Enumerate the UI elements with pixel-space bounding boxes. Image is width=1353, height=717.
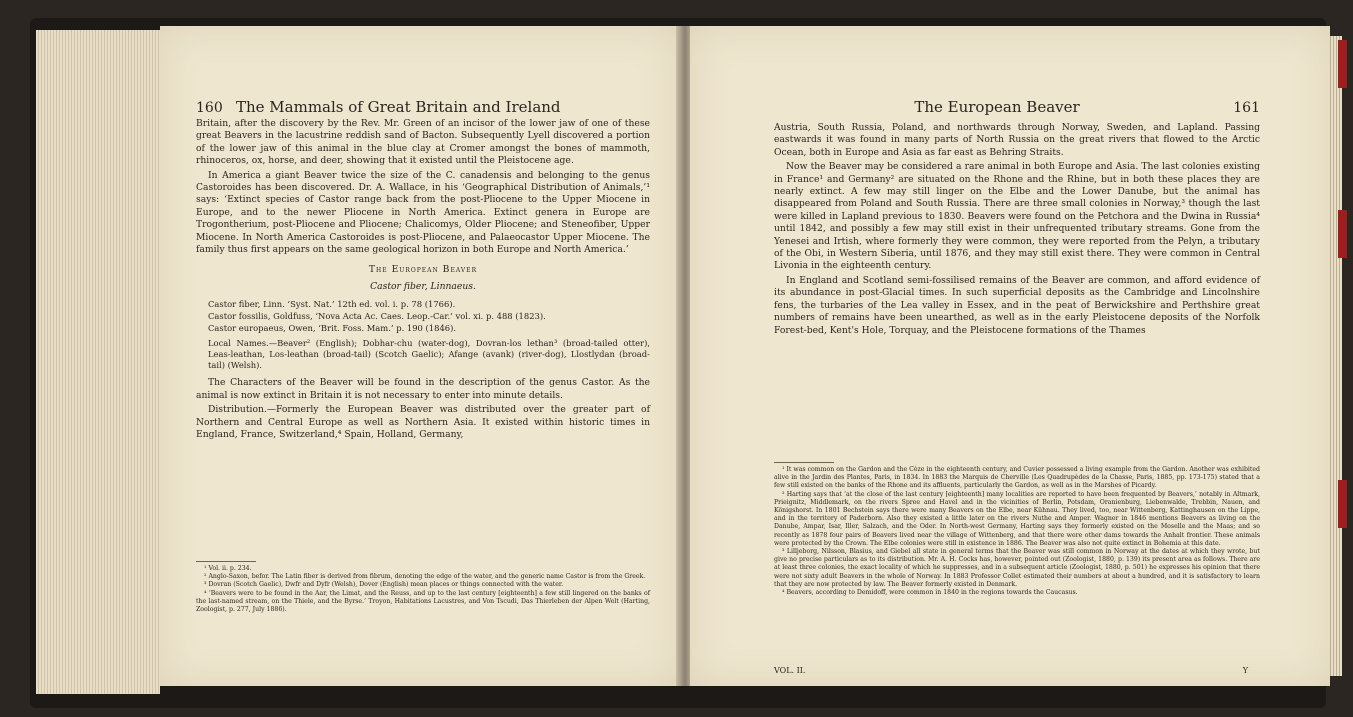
paragraph: Britain, after the discovery by the Rev. Mr. Green of an incisor of the lower jaw of one of these great Beavers in the lacustrine reddish sand of Bacton. Subsequently Lyell discovered a portion of the lower jaw of this animal in the blue clay at Cromer amongst the bones of mammoth, rhinoceros, ox, horse, and deer, showing that it existed until the Pleistocene age. — [196, 118, 650, 167]
footnotes — [196, 561, 650, 614]
footnote-rule — [774, 462, 834, 463]
paragraph: The Characters of the Beaver will be found in the description of the genus Castor. As the animal is now extinct in Britain it is not necessary to enter into minute details. — [196, 377, 650, 401]
footnote: ¹ Vol. ii. p. 234. — [204, 565, 252, 572]
synonym-entry: Castor fiber, Linn. ‘Syst. Nat.’ 12th ed. vol. i. p. 78 (1766). — [208, 299, 456, 310]
bookmark-tab — [1338, 210, 1347, 258]
running-title: The Mammals of Great Britain and Ireland — [236, 98, 561, 116]
right-page — [690, 26, 1330, 686]
page-number: 160 — [196, 100, 223, 116]
paragraph: Now the Beaver may be considered a rare animal in both Europe and Asia. The last colonies existing in France¹ and Germany² are situated on the Rhone and the Rhine, but in both these places they are nearly extinct. A few may still linger on the Elbe and the Lower Danube, but the animal has disappeared from Poland and South Russia. There are three small colonies in Norway,³ though the last were killed in Lapland previous to 1830. Beavers were found on the Petchora and the Dwina in Russia⁴ until 1842, and possibly a few may still exist in their unfrequented tributary streams. Gone from the Yenesei and Irtish, where formerly they were common, they were reported from the Pelyn, a tributary of the Obi, in Western Siberia, until 1876, and they may still exist there. They were common in Central Livonia in the eighteenth century. — [774, 161, 1260, 272]
volume-mark: VOL. II. — [774, 666, 806, 675]
footnote: ¹ It was common on the Gardon and the Cèze in the eighteenth century, and Cuvier possessed a living example from the Gardon. Another was exhibited alive in the Jardin des Plantes, Paris, in 1834. In 1883 the Marquis de Cherville (Les Quadrupèdes de la Chasse, Paris, 1885, pp. 173-175) stated that a few still existed on the banks of the Rhone and its affluents, particularly the Gardon, as well as in the Marshes of Picardy. — [774, 466, 1260, 490]
bookmark-tab — [1338, 480, 1347, 528]
footnote-rule — [196, 561, 256, 562]
page-body — [196, 118, 650, 443]
synonym-entry: Castor fossilis, Goldfuss, ‘Nova Acta Ac. Caes. Leop.-Car.’ vol. xi. p. 488 (1823). — [208, 311, 546, 322]
species-line: Castor fiber, Linnaeus. — [370, 280, 476, 292]
section-heading: The European Beaver — [368, 264, 478, 276]
signature-mark: Y — [1242, 666, 1248, 675]
running-title: The European Beaver — [914, 98, 1080, 116]
footnote: ³ Dovran (Scotch Gaelic), Dwfr and Dyfr (Welsh), Dover (English) mean places or things connected with the water. — [204, 581, 564, 589]
page-number: 161 — [1233, 100, 1260, 116]
footnote: ² Harting says that ‘at the close of the last century [eighteenth] many localities are reported to have been frequented by Beavers,’ notably in Altmark, Prieignitz, Middlemark, on the rivers Spree and Havel and in the vicinities of Berlin, Potsdam, Oranienburg, Liebenwalde, Trebbin, Nauen, and Königshorst. In 1801 Bechstein says there were many Beavers on the Elbe, near Kühnau. They lived, too, near Wittenberg, Kattinghausen on the Lippe, and in the territory of Paderborn. Also they existed a little later on the rivers Nuthe and Amper. Wagner in 1846 mentions Beavers as living on the Danube, Ampar, Isar, Iller, Salzach, and the Oder. In North-west Germany, Harting says they formerly existed on the Moselle and the Maas; and so recently as 1878 four pairs of Beavers lived near the village of Wittenberg, and that there were other dams towards the Anhalt frontier. These animals were protected by the Crown. The Elbe colonies were still in existence in 1886. The Beaver was also not quite extinct in Bohemia at this date. — [774, 490, 1260, 547]
page-body — [774, 122, 1260, 339]
footnote: ⁴ Beavers, according to Demidoff, were common in 1840 in the regions towards the Caucasus. — [782, 589, 1078, 597]
footnote: ⁴ ‘Beavers were to be found in the Aar, the Limat, and the Reuss, and up to the last century [eighteenth] a few still lingered on the banks of the last-named stream, on the Thiele, and the Byrse.’ Troyon, Habitations Lacustres, and Von Tscudi, Das Thierleben der Alpen Welt (Harting, Zoologist, p. 277, July 1886). — [196, 589, 650, 614]
paragraph: In England and Scotland semi-fossilised remains of the Beaver are common, and afford evidence of its abundance in post-Glacial times. In such superficial deposits as the Cambridge and Lincolnshire fens, the turbaries of the Lea valley in Essex, and in the peat of Berwickshire and Perthshire great numbers of remains have been unearthed, as well as in the early Pleistocene deposits of the Norfolk Forest-bed, Kent's Hole, Torquay, and the Pleistocene formations of the Thames — [774, 274, 1260, 336]
footnote: ³ Lilljeborg, Nilsson, Blasius, and Giebel all state in general terms that the Beaver was still common in Norway at the dates at which they wrote, but give no precise particulars as to its distribution. Mr. A. H. Cocks has, however, pointed out (Zoologist, 1880, p. 139) its present area as follows. There are at least three colonies, the exact locality of which he suppresses, and in a subsequent article (Zoologist, 1880, p. 501) he expresses his opinion that there were not sixty adult Beavers in the whole of Norway. In 1883 Professor Collet estimated their numbers at about a hundred, and it is satisfactory to learn that they are now protected by law. The Beaver formerly existed in Denmark. — [774, 548, 1260, 588]
bookmark-tab — [1338, 40, 1347, 88]
left-page-edges — [36, 30, 160, 694]
running-head — [774, 98, 1260, 120]
local-names: Local Names.—Beaver² (English); Dobhar-chu (water-dog), Dovran-los lethan³ (broad-tailed otter), Leas-leathan, Los-leathan (broad-tail) (Scotch Gaelic); Afange (avank) (river-dog), Llostlydan (broad-tail) (Welsh). — [208, 338, 650, 371]
synonym-entry: Castor europaeus, Owen, ‘Brit. Foss. Mam.’ p. 190 (1846). — [208, 323, 457, 334]
paragraph: Austria, South Russia, Poland, and northwards through Norway, Sweden, and Lapland. Passing eastwards it was found in many parts of North Russia on the great rivers that flowed to the Arctic Ocean, both in Europe and Asia as far east as Behring Straits. — [774, 122, 1260, 158]
footnotes — [774, 462, 1260, 597]
right-page-edges — [1328, 36, 1342, 676]
footnote: ² Anglo-Saxon, befor. The Latin fiber is derived from fibrum, denoting the edge of the water, and the generic name Castor is from the Greek. — [204, 573, 646, 581]
paragraph: In America a giant Beaver twice the size of the C. canadensis and belonging to the genus Castoroides has been discovered. Dr. A. Wallace, in his ‘Geographical Distribution of Animals,’¹ says: ‘Extinct species of Castor range back from the post-Pliocene to the Upper Miocene in Europe, and to the newer Pliocene in North America. Extinct genera in Europe are Trogontherium, post-Pliocene and Pliocene; Chalicomys, Older Pliocene; and Steneofiber, Upper Miocene. In North America Castoroides is post-Pliocene, and Palaeocastor Upper Miocene. The family thus first appears on the same geological horizon in both Europe and North America.’ — [196, 169, 650, 256]
left-page — [160, 26, 678, 686]
paragraph: Distribution.—Formerly the European Beaver was distributed over the greater part of Northern and Central Europe as well as Northern Asia. It existed within historic times in England, France, Switzerland,⁴ Spain, Holland, Germany, — [196, 404, 650, 440]
running-head — [196, 98, 650, 120]
